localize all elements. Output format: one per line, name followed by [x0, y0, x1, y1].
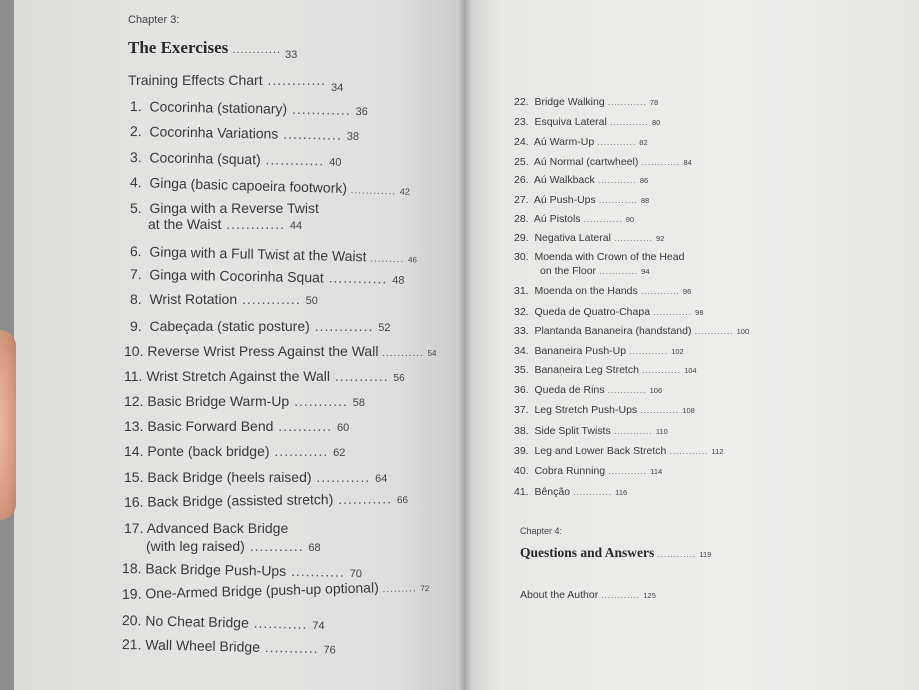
entry-title: Ponte (back bridge) — [147, 443, 270, 459]
entry-page: 112 — [711, 447, 724, 456]
entry-number: 31. — [514, 285, 529, 297]
entry-page: 96 — [682, 287, 692, 296]
entry-number: 26. — [514, 174, 529, 186]
entry-page: 74 — [312, 619, 325, 633]
entry-page: 52 — [378, 322, 391, 334]
entry-title: Ginga (basic capoeira footwork) — [149, 174, 348, 197]
toc-entry: 2. Cocorinha Variations ............ 38 — [129, 123, 360, 143]
entry-title: Wrist Stretch Against the Wall — [146, 368, 330, 384]
toc-entry: 12. Basic Bridge Warm-Up ........... 58 — [124, 393, 366, 409]
entry-title: Bridge Walking — [534, 96, 605, 108]
training-chart-page: 34 — [331, 82, 344, 94]
toc-entry: 10. Reverse Wrist Press Against the Wall ........... 54 — [124, 343, 437, 359]
entry-title-continued: at the Waist — [148, 216, 222, 232]
entry-number: 41. — [514, 486, 529, 498]
toc-entry: 8. Wrist Rotation ............ 50 — [130, 291, 318, 307]
entry-page: 116 — [615, 488, 628, 497]
entry-page: 104 — [684, 366, 697, 375]
chapter-label: Chapter 4: — [520, 526, 563, 536]
toc-entry: 18. Back Bridge Push-Ups ........... 70 — [121, 560, 363, 581]
entry-number: 15. — [124, 469, 144, 485]
entry-number: 8. — [130, 291, 142, 307]
toc-entry: 11. Wrist Stretch Against the Wall ........... 56 — [124, 368, 405, 384]
toc-entry: 9. Cabeçada (static posture) ............ 52 — [130, 318, 391, 334]
about-author-page: 125 — [643, 591, 656, 600]
chapter-label: Chapter 3: — [128, 14, 180, 26]
entry-title: Basic Forward Bend — [147, 418, 274, 434]
training-chart-label: Training Effects Chart — [128, 72, 263, 88]
toc-entry-continued: on the Floor ............ 94 — [540, 265, 650, 277]
entry-number: 28. — [514, 213, 529, 225]
entry-title: Bênção — [534, 486, 571, 498]
entry-title: Esquiva Lateral — [534, 116, 607, 128]
toc-entry: 24. Aú Warm-Up ............ 82 — [514, 136, 648, 148]
toc-entry: 26. Aú Walkback ............ 86 — [514, 174, 649, 186]
toc-entry: 22. Bridge Walking ............ 78 — [514, 96, 659, 108]
toc-entry: 34. Bananeira Push-Up ............ 102 — [514, 345, 684, 357]
entry-page: 48 — [392, 274, 405, 287]
entry-page: 46 — [407, 255, 418, 265]
entry-number: 39. — [514, 445, 529, 457]
toc-entry: 31. Moenda on the Hands ............ 96 — [514, 285, 692, 297]
entry-title: Cocorinha (squat) — [149, 149, 261, 168]
entry-page: 110 — [655, 427, 668, 436]
entry-title: Side Split Twists — [534, 425, 611, 437]
entry-title-continued: on the Floor — [540, 265, 597, 277]
toc-entry: 27. Aú Push-Ups ............ 88 — [514, 194, 650, 206]
entry-page: 84 — [683, 158, 692, 167]
about-author-entry: About the Author ............ 125 — [520, 589, 656, 601]
entry-number: 38. — [514, 425, 529, 437]
entry-number: 6. — [129, 243, 142, 260]
toc-entry: 16. Back Bridge (assisted stretch) ........... 66 — [123, 490, 409, 510]
entry-page: 106 — [649, 386, 663, 395]
right-page — [466, 0, 919, 690]
entry-title: Wrist Rotation — [149, 291, 238, 307]
toc-entry: 38. Side Split Twists ............ 110 — [514, 425, 668, 437]
toc-entry: 23. Esquiva Lateral ............ 80 — [514, 116, 661, 128]
entry-title: Leg Stretch Push-Ups — [534, 404, 638, 416]
toc-entry: 40. Cobra Running ............ 114 — [514, 465, 663, 477]
entry-title: Bananeira Leg Stretch — [534, 364, 639, 376]
toc-entry: 4. Ginga (basic capoeira footwork) ............ 42 — [129, 174, 411, 198]
toc-entry: 7. Ginga with Cocorinha Squat ............ 48 — [129, 266, 405, 287]
entry-number: 5. — [130, 200, 142, 216]
entry-page: 68 — [308, 542, 321, 554]
entry-number: 16. — [123, 493, 144, 510]
toc-entry-continued: at the Waist ............ 44 — [148, 216, 303, 232]
toc-entry: 15. Back Bridge (heels raised) ........... 64 — [124, 469, 388, 485]
entry-title: Negativa Lateral — [534, 232, 611, 244]
entry-title-continued: (with leg raised) — [146, 538, 245, 554]
entry-title: Reverse Wrist Press Against the Wall — [147, 343, 379, 359]
entry-page: 58 — [352, 397, 366, 409]
entry-title: Wall Wheel Bridge — [145, 636, 261, 655]
toc-entry — [124, 520, 288, 536]
entry-title: Aú Warm-Up — [533, 136, 595, 148]
entry-page: 78 — [649, 98, 659, 107]
entry-number: 19. — [121, 585, 142, 602]
entry-page: 88 — [640, 196, 650, 205]
toc-entry: 21. Wall Wheel Bridge ........... 76 — [121, 636, 336, 657]
entry-number: 33. — [514, 325, 529, 337]
toc-entry: 35. Bananeira Leg Stretch ............ 104 — [514, 364, 697, 376]
toc-entry: 13. Basic Forward Bend ........... 60 — [124, 418, 350, 434]
entry-number: 37. — [514, 404, 529, 416]
toc-entry: 19. One-Armed Bridge (push-up optional) ......... 72 — [121, 579, 430, 602]
book-fold — [458, 0, 472, 690]
entry-page: 82 — [639, 138, 648, 147]
entry-number: 34. — [514, 345, 529, 357]
entry-number: 30. — [514, 251, 529, 263]
entry-title: Aú Walkback — [533, 174, 595, 186]
entry-page: 60 — [337, 422, 350, 434]
toc-entry: 39. Leg and Lower Back Stretch ............ 112 — [514, 445, 724, 457]
entry-number: 24. — [514, 136, 529, 148]
entry-page: 56 — [393, 373, 405, 384]
toc-entry: 36. Queda de Rins ............ 106 — [514, 384, 663, 396]
toc-entry: 20. No Cheat Bridge ........... 74 — [121, 612, 325, 633]
entry-title: Ginga with Cocorinha Squat — [149, 266, 324, 286]
left-page — [14, 0, 466, 690]
entry-number: 29. — [514, 232, 529, 244]
toc-entry: 41. Bênção ............ 116 — [514, 486, 628, 498]
entry-page: 76 — [323, 644, 336, 657]
entry-title: Cobra Running — [534, 465, 606, 477]
entry-title: Queda de Rins — [534, 384, 605, 396]
entry-number: 1. — [129, 98, 142, 115]
toc-entry: 33. Plantanda Bananeira (handstand) ............ 100 — [514, 325, 750, 337]
entry-number: 10. — [124, 343, 144, 359]
entry-number: 12. — [124, 393, 144, 409]
entry-page: 90 — [625, 215, 635, 224]
section-heading: The Exercises ............ $_{33}$ — [128, 38, 298, 61]
entry-number: 27. — [514, 194, 529, 206]
entry-number: 40. — [514, 465, 529, 477]
entry-title: Ginga with a Full Twist at the Waist — [149, 243, 367, 265]
section-page: 119 — [699, 550, 712, 559]
toc-entry: 28. Aú Pistols ............ 90 — [514, 213, 635, 225]
entry-number: 11. — [124, 368, 143, 384]
toc-entry — [514, 251, 684, 263]
toc-entry: 32. Queda de Quatro-Chapa ............ 98 — [514, 306, 704, 318]
entry-title: Back Bridge (heels raised) — [147, 469, 312, 485]
entry-page: 94 — [641, 267, 650, 276]
entry-page: 80 — [651, 118, 661, 127]
entry-page: 54 — [427, 349, 437, 358]
entry-page: 42 — [399, 186, 411, 197]
toc-entry: 6. Ginga with a Full Twist at the Waist ......... 46 — [129, 243, 418, 266]
entry-page: 114 — [650, 467, 663, 476]
entry-number: 3. — [129, 149, 142, 166]
toc-entry: 14. Ponte (back bridge) ........... 62 — [124, 443, 346, 459]
toc-entry: 1. Cocorinha (stationary) ............ 36 — [129, 98, 368, 119]
about-author-label: About the Author — [520, 589, 599, 601]
entry-number: 36. — [514, 384, 529, 396]
entry-title: Cabeçada (static posture) — [149, 318, 310, 334]
entry-page: 102 — [671, 347, 684, 356]
toc-entry-continued: (with leg raised) ........... 68 — [146, 538, 321, 554]
entry-title: Cocorinha (stationary) — [149, 98, 288, 117]
section-heading: Questions and Answers ............ 119 — [520, 545, 712, 560]
entry-number: 13. — [124, 418, 144, 434]
entry-title: Ginga with a Reverse Twist — [149, 200, 319, 216]
entry-number: 14. — [124, 443, 144, 459]
entry-title: Bananeira Push-Up — [534, 345, 627, 357]
entry-page: 44 — [289, 220, 303, 232]
entry-page: 70 — [349, 567, 363, 581]
toc-entry: 29. Negativa Lateral ............ 92 — [514, 232, 665, 244]
training-chart-entry: Training Effects Chart ............ $_{34}$ — [128, 72, 344, 94]
entry-title: Advanced Back Bridge — [146, 520, 289, 536]
entry-page: 100 — [736, 327, 750, 336]
entry-number: 35. — [514, 364, 529, 376]
entry-number: 4. — [129, 174, 142, 191]
entry-page: 72 — [420, 583, 430, 594]
entry-page: 36 — [355, 105, 368, 119]
entry-title: Aú Pistols — [533, 213, 581, 225]
toc-entry: 25. Aú Normal (cartwheel) ............ 84 — [514, 156, 692, 168]
entry-page: 92 — [656, 234, 665, 243]
entry-number: 17. — [124, 520, 144, 536]
entry-title: Back Bridge Push-Ups — [145, 560, 287, 579]
section-page: 33 — [285, 49, 298, 61]
entry-number: 22. — [514, 96, 529, 108]
entry-page: 86 — [639, 176, 649, 185]
entry-page: 64 — [375, 473, 388, 485]
entry-number: 25. — [514, 156, 529, 168]
entry-number: 23. — [514, 116, 529, 128]
entry-page: 50 — [305, 295, 318, 307]
entry-page: 66 — [396, 495, 409, 507]
finger — [0, 330, 16, 520]
entry-title: No Cheat Bridge — [145, 612, 250, 631]
entry-title: Basic Bridge Warm-Up — [147, 393, 290, 409]
section-title: The Exercises — [128, 38, 229, 57]
toc-entry: 37. Leg Stretch Push-Ups ............ 108 — [514, 404, 695, 416]
entry-title: Aú Push-Ups — [533, 194, 596, 206]
entry-number: 32. — [514, 306, 529, 318]
section-title: Questions and Answers — [520, 545, 655, 560]
entry-page: 62 — [333, 447, 346, 459]
entry-title: Cocorinha Variations — [149, 123, 279, 142]
entry-page: 40 — [329, 156, 342, 169]
entry-page: 98 — [695, 308, 704, 317]
entry-title: Moenda on the Hands — [534, 285, 638, 297]
entry-number: 20. — [121, 612, 142, 629]
entry-title: One-Armed Bridge (push-up optional) — [145, 579, 379, 602]
entry-title: Queda de Quatro-Chapa — [534, 306, 651, 318]
entry-title: Leg and Lower Back Stretch — [534, 445, 667, 457]
entry-number: 7. — [129, 266, 142, 283]
entry-page: 38 — [346, 130, 360, 143]
toc-entry: 3. Cocorinha (squat) ............ 40 — [129, 149, 342, 169]
entry-number: 9. — [130, 318, 142, 334]
entry-title: Moenda with Crown of the Head — [534, 251, 685, 263]
entry-number: 2. — [129, 123, 142, 140]
entry-number: 21. — [121, 636, 142, 653]
entry-title: Aú Normal (cartwheel) — [533, 156, 639, 168]
entry-number: 18. — [121, 560, 142, 577]
entry-title: Back Bridge (assisted stretch) — [147, 491, 334, 510]
entry-title: Plantanda Bananeira (handstand) — [534, 325, 692, 337]
entry-page: 108 — [682, 406, 695, 415]
toc-entry — [130, 200, 319, 216]
